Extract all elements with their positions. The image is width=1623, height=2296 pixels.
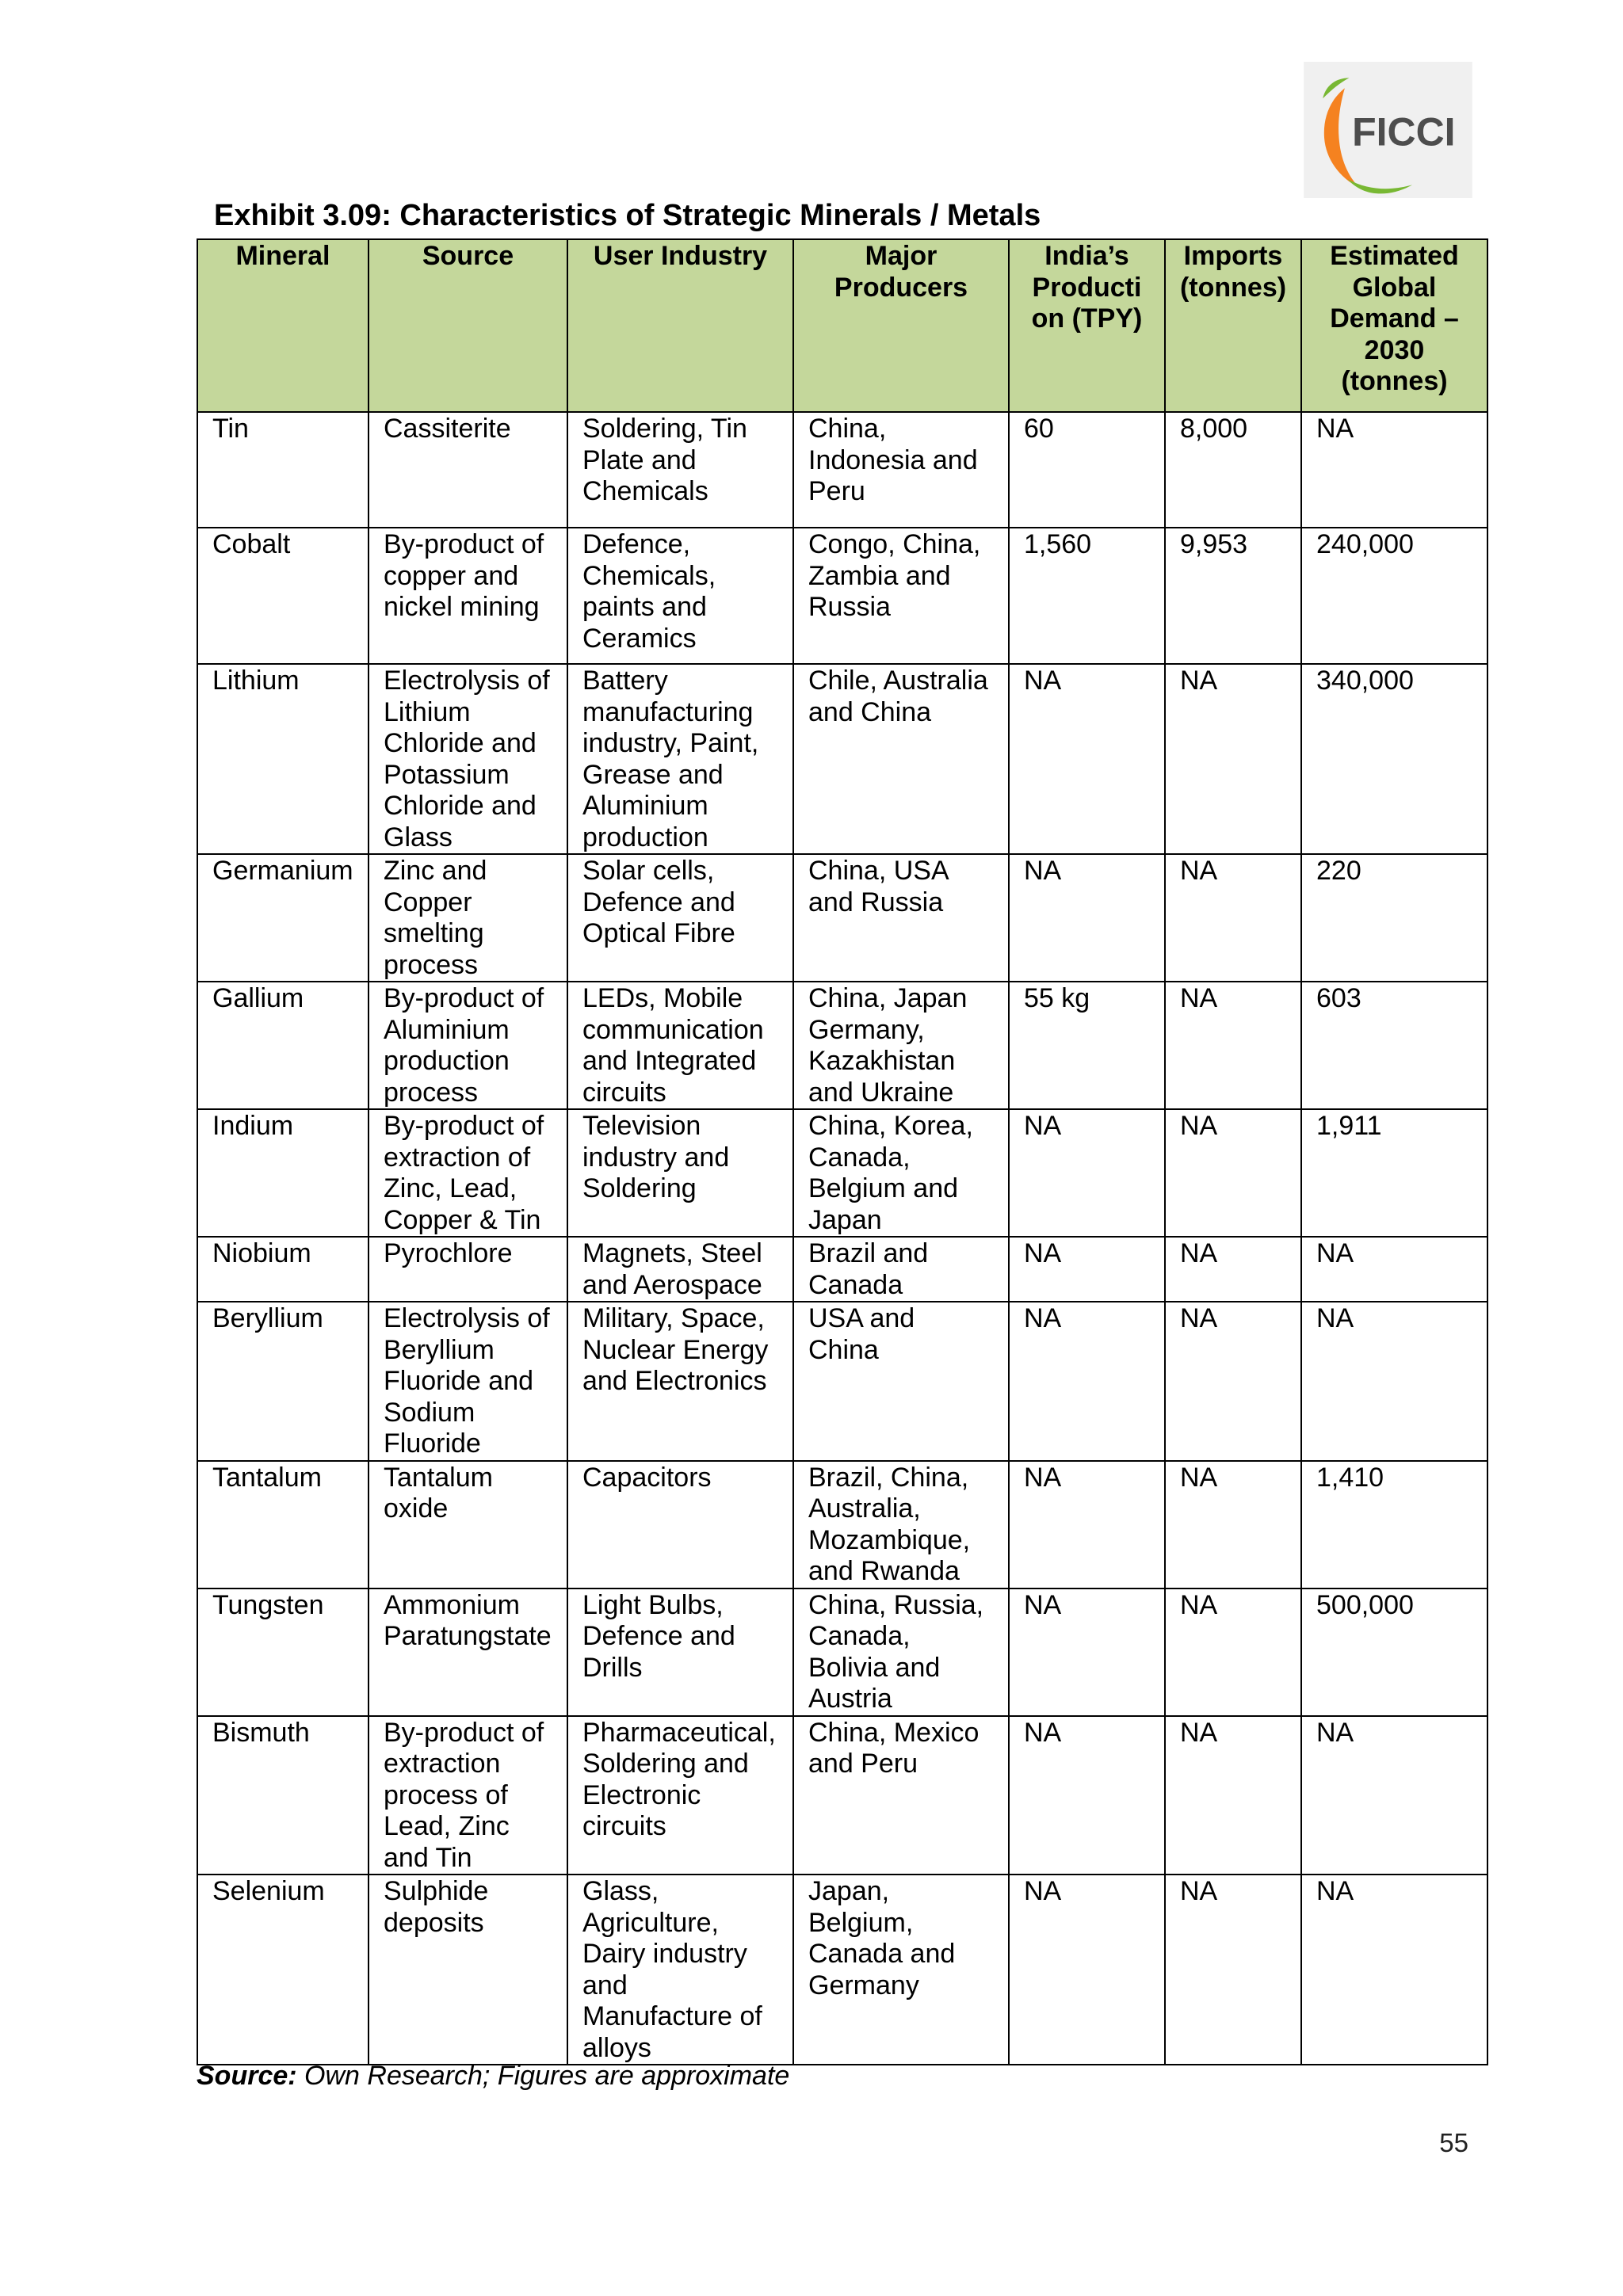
cell-global-demand-2030: NA — [1301, 1302, 1487, 1461]
cell-user-industry: Light Bulbs, Defence and Drills — [567, 1589, 793, 1716]
table-row-gallium — [197, 982, 1487, 1109]
cell-global-demand-2030: 500,000 — [1301, 1589, 1487, 1716]
cell-india-production: NA — [1009, 1716, 1165, 1875]
strategic-minerals-table — [197, 238, 1488, 2065]
table-row-tin — [197, 412, 1487, 528]
cell-mineral: Germanium — [197, 854, 369, 982]
exhibit-title: Exhibit 3.09: Characteristics of Strategic Minerals / Metals — [214, 199, 1041, 232]
source-note — [197, 2060, 789, 2092]
cell-user-industry: LEDs, Mobile communication and Integrated circuits — [567, 982, 793, 1109]
cell-india-production: NA — [1009, 1875, 1165, 2065]
logo-text: FICCI — [1352, 109, 1456, 154]
cell-india-production: NA — [1009, 1461, 1165, 1589]
cell-source: Zinc and Copper smelting process — [369, 854, 567, 982]
column-header-source: Source — [369, 239, 567, 412]
cell-major-producers: China, Russia, Canada, Bolivia and Austria — [793, 1589, 1009, 1716]
cell-india-production: NA — [1009, 1237, 1165, 1302]
cell-imports: NA — [1165, 1589, 1301, 1716]
cell-india-production: NA — [1009, 1109, 1165, 1237]
cell-imports: NA — [1165, 1237, 1301, 1302]
table-row-niobium — [197, 1237, 1487, 1302]
ficci-logo — [1304, 62, 1472, 198]
page-number: 55 — [1439, 2128, 1468, 2157]
cell-mineral: Gallium — [197, 982, 369, 1109]
cell-major-producers: Brazil, China, Australia, Mozambique, and Rwanda — [793, 1461, 1009, 1589]
source-note-text: Own Research; Figures are approximate — [304, 2061, 790, 2091]
cell-mineral: Tantalum — [197, 1461, 369, 1589]
cell-imports: NA — [1165, 1302, 1301, 1461]
cell-mineral: Indium — [197, 1109, 369, 1237]
cell-user-industry: Military, Space, Nuclear Energy and Electronics — [567, 1302, 793, 1461]
source-note-label: Source: — [197, 2061, 297, 2091]
cell-global-demand-2030: NA — [1301, 1716, 1487, 1875]
cell-source: By-product of Aluminium production process — [369, 982, 567, 1109]
cell-global-demand-2030: 340,000 — [1301, 664, 1487, 854]
table-row-selenium — [197, 1875, 1487, 2065]
cell-imports: NA — [1165, 1875, 1301, 2065]
column-header-india-production: India’s Producti on (TPY) — [1009, 239, 1165, 412]
cell-major-producers: China, USA and Russia — [793, 854, 1009, 982]
cell-global-demand-2030: NA — [1301, 1237, 1487, 1302]
cell-source: By-product of extraction of Zinc, Lead, Copper & Tin — [369, 1109, 567, 1237]
table-row-beryllium — [197, 1302, 1487, 1461]
table-row-lithium — [197, 664, 1487, 854]
cell-global-demand-2030: NA — [1301, 412, 1487, 528]
cell-source: Sulphide deposits — [369, 1875, 567, 2065]
cell-source: By-product of copper and nickel mining — [369, 528, 567, 664]
cell-imports: NA — [1165, 664, 1301, 854]
cell-global-demand-2030: NA — [1301, 1875, 1487, 2065]
column-header-major-producers: Major Producers — [793, 239, 1009, 412]
cell-source: Tantalum oxide — [369, 1461, 567, 1589]
cell-source: Pyrochlore — [369, 1237, 567, 1302]
cell-global-demand-2030: 603 — [1301, 982, 1487, 1109]
cell-major-producers: Congo, China, Zambia and Russia — [793, 528, 1009, 664]
cell-imports: NA — [1165, 1716, 1301, 1875]
column-header-mineral: Mineral — [197, 239, 369, 412]
table-row-tantalum — [197, 1461, 1487, 1589]
cell-mineral: Tin — [197, 412, 369, 528]
ficci-logo-icon — [1304, 62, 1472, 198]
cell-user-industry: Pharmaceutical, Soldering and Electronic circuits — [567, 1716, 793, 1875]
cell-mineral: Cobalt — [197, 528, 369, 664]
cell-india-production: NA — [1009, 1302, 1165, 1461]
table-row-indium — [197, 1109, 1487, 1237]
cell-imports: 9,953 — [1165, 528, 1301, 664]
cell-user-industry: Magnets, Steel and Aerospace — [567, 1237, 793, 1302]
cell-major-producers: Japan, Belgium, Canada and Germany — [793, 1875, 1009, 2065]
cell-source: Electrolysis of Lithium Chloride and Potassium Chloride and Glass — [369, 664, 567, 854]
cell-global-demand-2030: 240,000 — [1301, 528, 1487, 664]
cell-imports: NA — [1165, 1461, 1301, 1589]
cell-mineral: Tungsten — [197, 1589, 369, 1716]
cell-imports: NA — [1165, 854, 1301, 982]
cell-user-industry: Solar cells, Defence and Optical Fibre — [567, 854, 793, 982]
cell-major-producers: China, Japan Germany, Kazakhistan and Ukraine — [793, 982, 1009, 1109]
cell-global-demand-2030: 1,410 — [1301, 1461, 1487, 1589]
cell-india-production: NA — [1009, 664, 1165, 854]
column-header-user-industry: User Industry — [567, 239, 793, 412]
cell-imports: NA — [1165, 1109, 1301, 1237]
cell-india-production: NA — [1009, 1589, 1165, 1716]
table-row-tungsten — [197, 1589, 1487, 1716]
cell-india-production: 55 kg — [1009, 982, 1165, 1109]
cell-major-producers: China, Korea, Canada, Belgium and Japan — [793, 1109, 1009, 1237]
cell-user-industry: Glass, Agriculture, Dairy industry and Manufacture of alloys — [567, 1875, 793, 2065]
cell-source: Electrolysis of Beryllium Fluoride and Sodium Fluoride — [369, 1302, 567, 1461]
cell-major-producers: USA and China — [793, 1302, 1009, 1461]
table-header-row — [197, 239, 1487, 412]
cell-global-demand-2030: 1,911 — [1301, 1109, 1487, 1237]
cell-mineral: Beryllium — [197, 1302, 369, 1461]
cell-user-industry: Soldering, Tin Plate and Chemicals — [567, 412, 793, 528]
table-row-germanium — [197, 854, 1487, 982]
cell-india-production: 60 — [1009, 412, 1165, 528]
cell-mineral: Niobium — [197, 1237, 369, 1302]
table-row-bismuth — [197, 1716, 1487, 1875]
cell-mineral: Selenium — [197, 1875, 369, 2065]
cell-source: By-product of extraction process of Lead, Zinc and Tin — [369, 1716, 567, 1875]
cell-major-producers: China, Indonesia and Peru — [793, 412, 1009, 528]
cell-global-demand-2030: 220 — [1301, 854, 1487, 982]
table-row-cobalt — [197, 528, 1487, 664]
cell-mineral: Lithium — [197, 664, 369, 854]
cell-india-production: 1,560 — [1009, 528, 1165, 664]
cell-major-producers: China, Mexico and Peru — [793, 1716, 1009, 1875]
cell-user-industry: Capacitors — [567, 1461, 793, 1589]
cell-major-producers: Chile, Australia and China — [793, 664, 1009, 854]
cell-source: Cassiterite — [369, 412, 567, 528]
cell-user-industry: Defence, Chemicals, paints and Ceramics — [567, 528, 793, 664]
cell-imports: 8,000 — [1165, 412, 1301, 528]
column-header-imports: Imports (tonnes) — [1165, 239, 1301, 412]
cell-imports: NA — [1165, 982, 1301, 1109]
cell-major-producers: Brazil and Canada — [793, 1237, 1009, 1302]
cell-user-industry: Battery manufacturing industry, Paint, Grease and Aluminium production — [567, 664, 793, 854]
cell-mineral: Bismuth — [197, 1716, 369, 1875]
cell-source: Ammonium Paratungstate — [369, 1589, 567, 1716]
cell-user-industry: Television industry and Soldering — [567, 1109, 793, 1237]
cell-india-production: NA — [1009, 854, 1165, 982]
column-header-global-demand-2030: Estimated Global Demand – 2030 (tonnes) — [1301, 239, 1487, 412]
